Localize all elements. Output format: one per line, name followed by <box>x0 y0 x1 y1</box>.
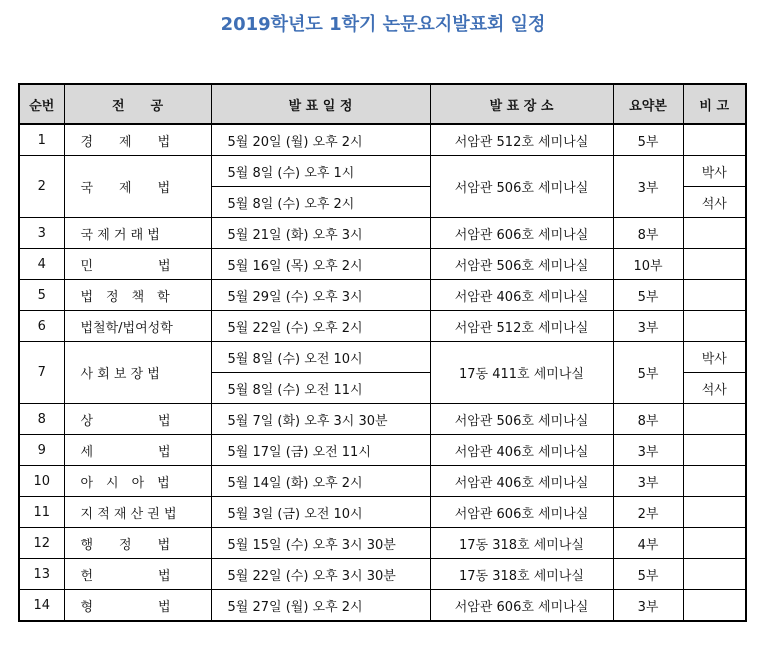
table-row <box>19 218 746 249</box>
row-number: 2 <box>19 156 64 218</box>
table-row <box>19 280 746 311</box>
table-row <box>19 156 746 187</box>
table-row <box>19 590 746 622</box>
presentation-date: 5월 22일 (수) 오후 3시 30분 <box>211 559 430 590</box>
header-date: 발 표 일 정 <box>211 84 430 124</box>
summary-copies: 3부 <box>613 156 683 218</box>
presentation-date: 5월 14일 (화) 오후 2시 <box>211 466 430 497</box>
row-number: 4 <box>19 249 64 280</box>
row-number: 13 <box>19 559 64 590</box>
presentation-date: 5월 8일 (수) 오전 11시 <box>211 373 430 404</box>
note <box>683 311 746 342</box>
major-name: 사 회 보 장 법 <box>64 342 211 404</box>
presentation-date: 5월 17일 (금) 오전 11시 <box>211 435 430 466</box>
table-row <box>19 466 746 497</box>
major-name: 국 제 법 <box>64 156 211 218</box>
table-row <box>19 124 746 156</box>
presentation-date: 5월 8일 (수) 오후 2시 <box>211 187 430 218</box>
summary-copies: 3부 <box>613 466 683 497</box>
page-title: 2019학년도 1학기 논문요지발표회 일정 <box>220 14 546 35</box>
summary-copies: 5부 <box>613 342 683 404</box>
summary-copies: 3부 <box>613 311 683 342</box>
header-no: 순번 <box>19 84 64 124</box>
presentation-date: 5월 27일 (월) 오후 2시 <box>211 590 430 622</box>
note <box>683 466 746 497</box>
presentation-place: 서암관 406호 세미나실 <box>430 280 613 311</box>
note <box>683 249 746 280</box>
row-number: 1 <box>19 124 64 156</box>
summary-copies: 10부 <box>613 249 683 280</box>
presentation-place: 17동 411호 세미나실 <box>430 342 613 404</box>
summary-copies: 5부 <box>613 559 683 590</box>
presentation-place: 서암관 506호 세미나실 <box>430 249 613 280</box>
major-name: 세 법 <box>64 435 211 466</box>
presentation-place: 17동 318호 세미나실 <box>430 528 613 559</box>
table-row <box>19 311 746 342</box>
major-name: 형 법 <box>64 590 211 622</box>
note <box>683 435 746 466</box>
major-name: 아 시 아 법 <box>64 466 211 497</box>
major-name: 지 적 재 산 권 법 <box>64 497 211 528</box>
major-name: 국 제 거 래 법 <box>64 218 211 249</box>
header-place: 발 표 장 소 <box>430 84 613 124</box>
presentation-date: 5월 8일 (수) 오후 1시 <box>211 156 430 187</box>
header-major: 전 공 <box>64 84 211 124</box>
table-header-row <box>19 84 746 124</box>
summary-copies: 5부 <box>613 124 683 156</box>
note <box>683 497 746 528</box>
note: 석사 <box>683 373 746 404</box>
row-number: 7 <box>19 342 64 404</box>
row-number: 8 <box>19 404 64 435</box>
note: 박사 <box>683 342 746 373</box>
note <box>683 528 746 559</box>
major-name: 법 정 책 학 <box>64 280 211 311</box>
presentation-place: 서암관 406호 세미나실 <box>430 435 613 466</box>
header-copies: 요약본 <box>613 84 683 124</box>
summary-copies: 5부 <box>613 280 683 311</box>
presentation-date: 5월 21일 (화) 오후 3시 <box>211 218 430 249</box>
table-row <box>19 497 746 528</box>
presentation-place: 서암관 512호 세미나실 <box>430 311 613 342</box>
note: 석사 <box>683 187 746 218</box>
row-number: 12 <box>19 528 64 559</box>
row-number: 9 <box>19 435 64 466</box>
table-row <box>19 249 746 280</box>
major-name: 민 법 <box>64 249 211 280</box>
row-number: 10 <box>19 466 64 497</box>
note: 박사 <box>683 156 746 187</box>
presentation-place: 서암관 406호 세미나실 <box>430 466 613 497</box>
summary-copies: 2부 <box>613 497 683 528</box>
presentation-place: 서암관 506호 세미나실 <box>430 404 613 435</box>
presentation-place: 서암관 606호 세미나실 <box>430 218 613 249</box>
schedule-table <box>18 83 747 622</box>
summary-copies: 8부 <box>613 404 683 435</box>
row-number: 3 <box>19 218 64 249</box>
major-name: 상 법 <box>64 404 211 435</box>
note <box>683 590 746 622</box>
row-number: 11 <box>19 497 64 528</box>
presentation-place: 서암관 506호 세미나실 <box>430 156 613 218</box>
major-name: 경 제 법 <box>64 124 211 156</box>
summary-copies: 4부 <box>613 528 683 559</box>
row-number: 5 <box>19 280 64 311</box>
row-number: 14 <box>19 590 64 622</box>
header-note: 비 고 <box>683 84 746 124</box>
table-row <box>19 528 746 559</box>
major-name: 헌 법 <box>64 559 211 590</box>
note <box>683 124 746 156</box>
summary-copies: 8부 <box>613 218 683 249</box>
table-row <box>19 404 746 435</box>
table-body <box>19 124 746 621</box>
major-name: 행 정 법 <box>64 528 211 559</box>
presentation-place: 서암관 606호 세미나실 <box>430 497 613 528</box>
table-row <box>19 435 746 466</box>
note <box>683 218 746 249</box>
presentation-date: 5월 8일 (수) 오전 10시 <box>211 342 430 373</box>
summary-copies: 3부 <box>613 590 683 622</box>
presentation-date: 5월 7일 (화) 오후 3시 30분 <box>211 404 430 435</box>
presentation-date: 5월 20일 (월) 오후 2시 <box>211 124 430 156</box>
note <box>683 404 746 435</box>
major-name: 법철학/법여성학 <box>64 311 211 342</box>
presentation-place: 17동 318호 세미나실 <box>430 559 613 590</box>
note <box>683 280 746 311</box>
presentation-date: 5월 29일 (수) 오후 3시 <box>211 280 430 311</box>
row-number: 6 <box>19 311 64 342</box>
presentation-date: 5월 15일 (수) 오후 3시 30분 <box>211 528 430 559</box>
summary-copies: 3부 <box>613 435 683 466</box>
presentation-place: 서암관 512호 세미나실 <box>430 124 613 156</box>
table-row <box>19 342 746 373</box>
presentation-date: 5월 22일 (수) 오후 2시 <box>211 311 430 342</box>
presentation-date: 5월 16일 (목) 오후 2시 <box>211 249 430 280</box>
presentation-date: 5월 3일 (금) 오전 10시 <box>211 497 430 528</box>
presentation-place: 서암관 606호 세미나실 <box>430 590 613 622</box>
note <box>683 559 746 590</box>
table-row <box>19 559 746 590</box>
